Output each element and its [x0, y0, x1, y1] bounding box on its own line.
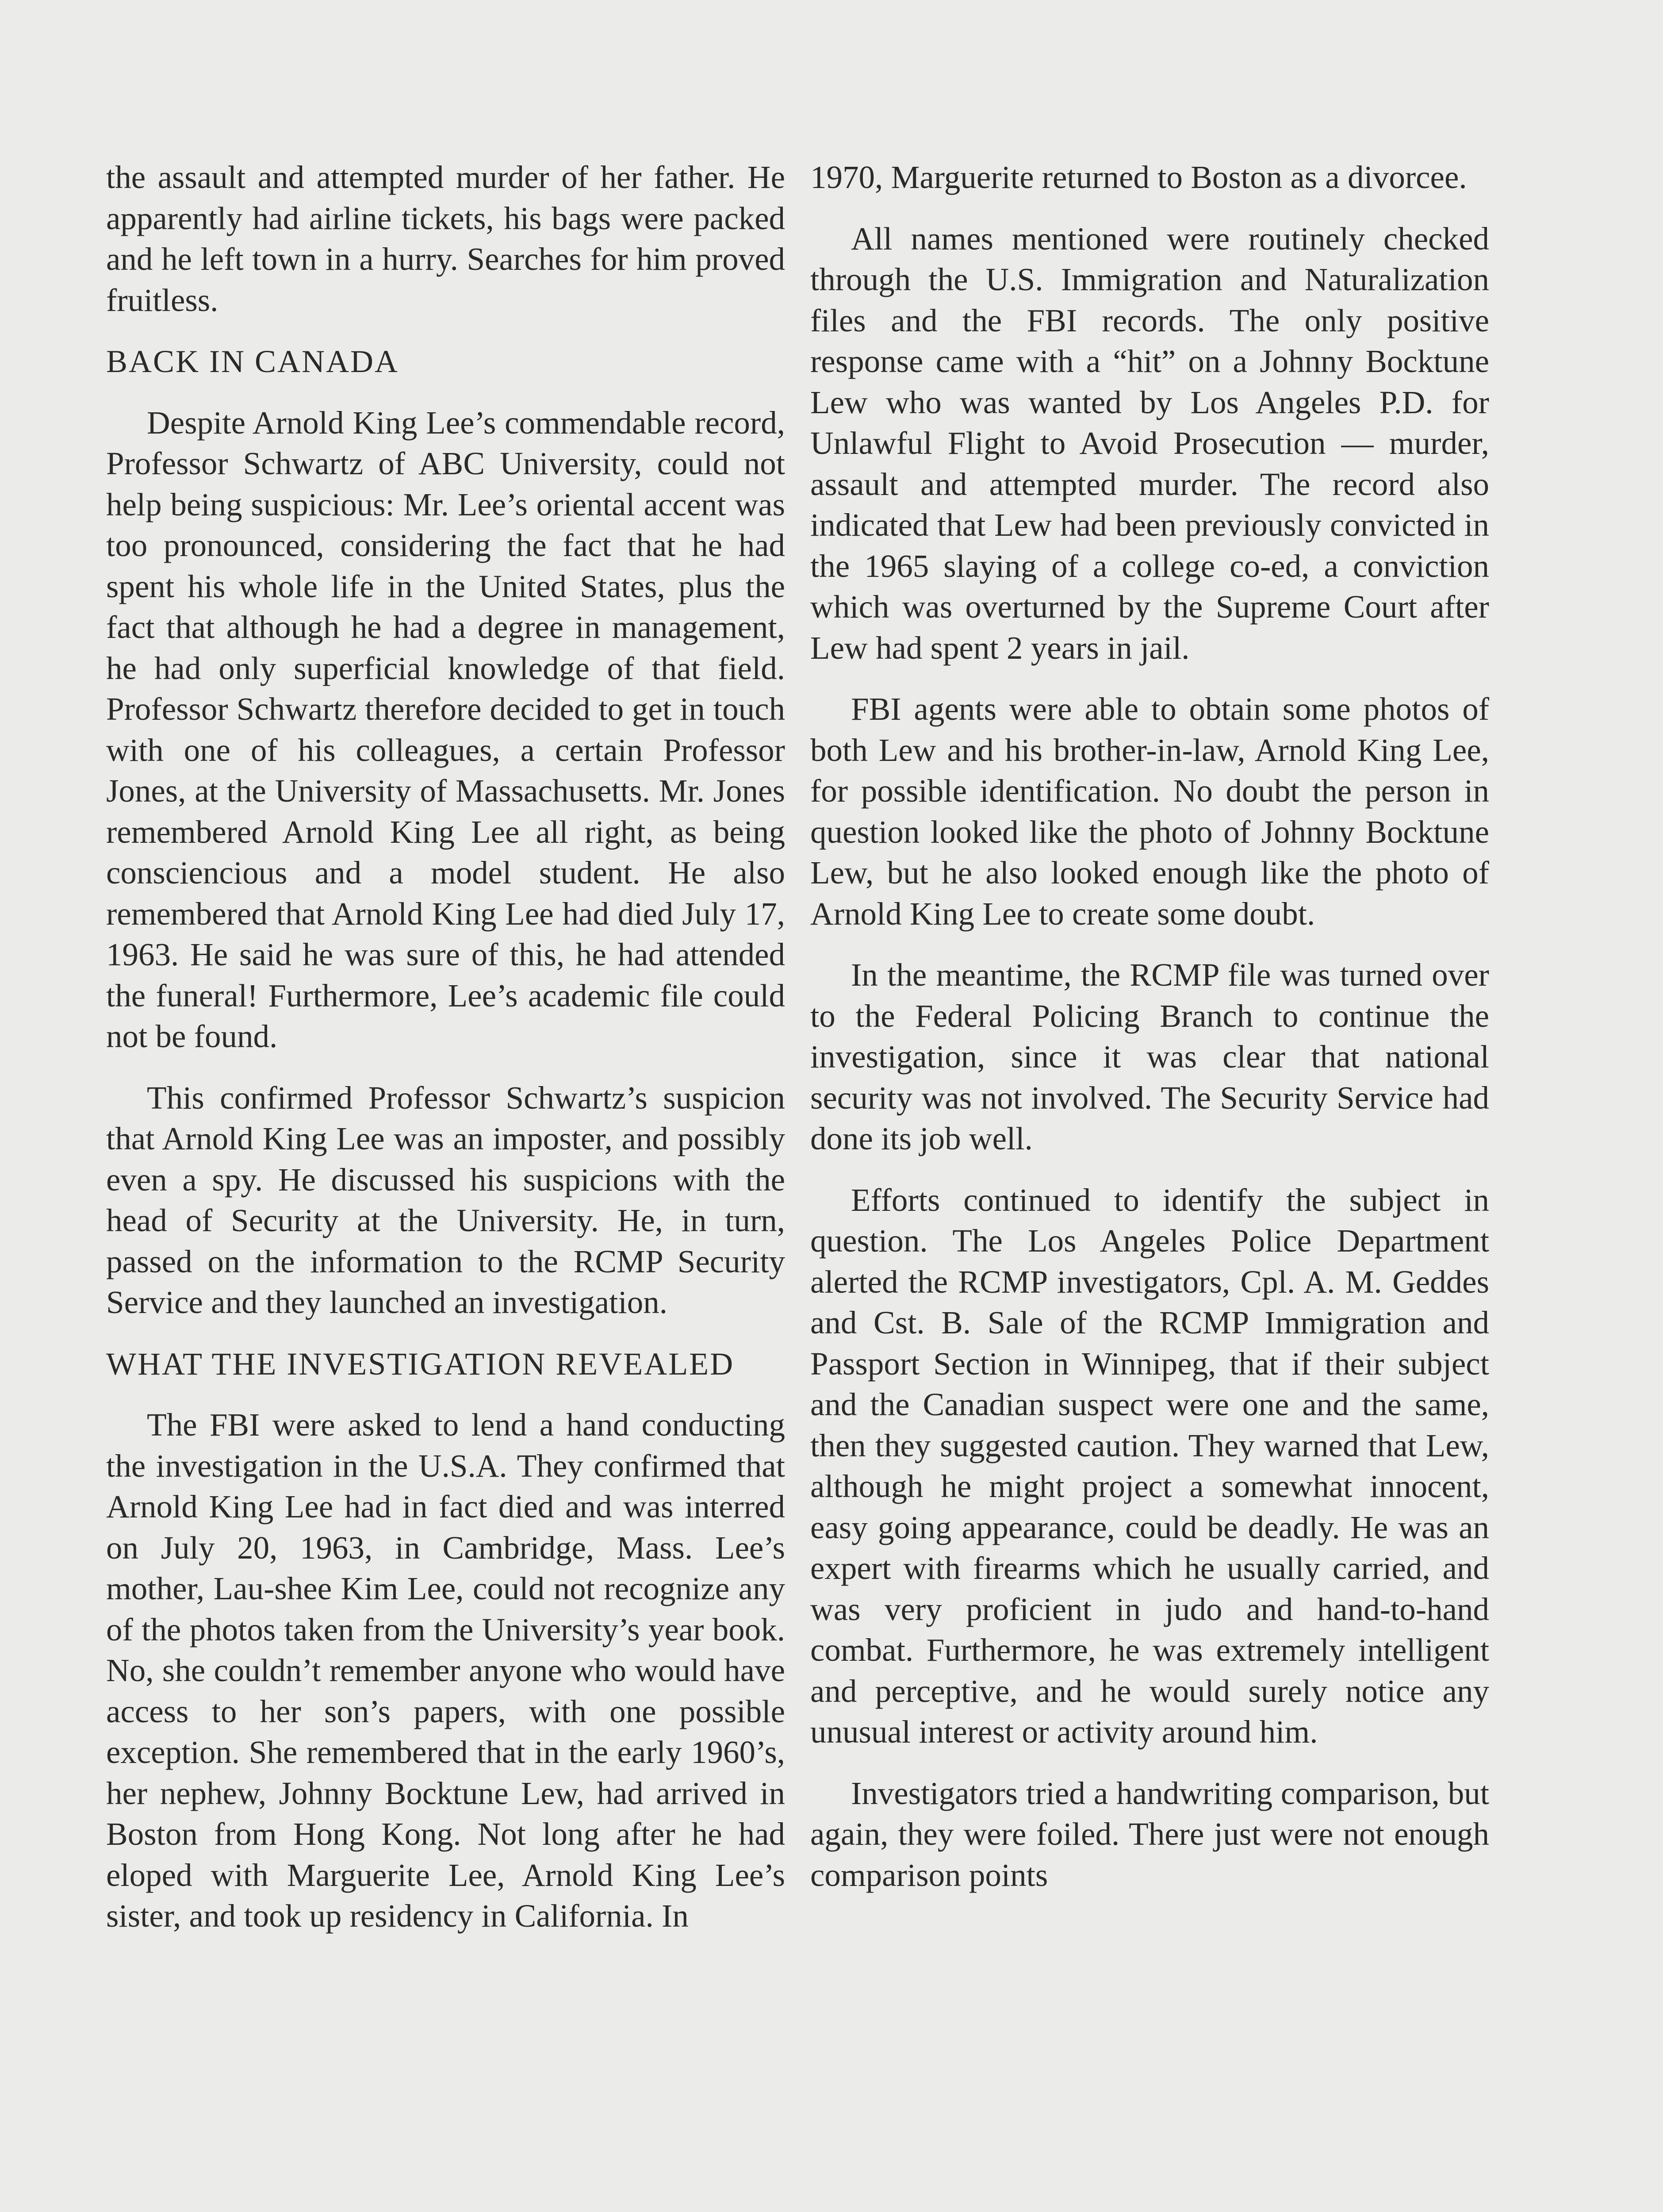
paragraph-fbi-assist: The FBI were asked to lend a hand conducting the investigation in the U.S.A. They confirmed that Arnold King Lee had in fact died and was interred on July 20, 1963, in Cambridge, Mass. Lee’s mother, Lau-shee Kim Lee, could not recognize any of the photos taken from the University’s year book. No, she couldn’t remember anyone who would have access to her son’s papers, with one possible exception. She remembered that in the early 1960’s, her nephew, Johnny Bocktune Lew, had arrived in Boston from Hong Kong. Not long after he had eloped with Marguerite Lee, Arnold King Lee’s sister, and took up residency in California. In — [106, 1407, 785, 1934]
paragraph-continuation: the assault and attempted murder of her father. He apparently had airline tickets, his bags were packed and he left town in a hurry. Searches for him proved fruitless. — [106, 159, 785, 318]
paragraph-caution-warning: Efforts continued to identify the subject in question. The Los Angeles Police Department alerted the RCMP investigators, Cpl. A. M. Geddes and Cst. B. Sale of the RCMP Immigration and Passport Section in Winnipeg, that if their subject and the Canadian suspect were one and the same, then they suggested caution. They warned that Lew, although he might project a somewhat innocent, easy going appearance, could be deadly. He was an expert with firearms which he usually carried, and was very proficient in judo and hand-to-hand combat. Furthermore, he was extremely intelligent and perceptive, and he would surely notice any unusual interest or activity around him. — [810, 1182, 1489, 1750]
left-column — [106, 157, 785, 1937]
paragraph-suspicion-confirmed: This confirmed Professor Schwartz’s suspicion that Arnold King Lee was an imposter, and possibly even a spy. He discussed his suspicions with the head of Security at the University. He, in turn, passed on the information to the RCMP Security Service and they launched an investigation. — [106, 1079, 785, 1320]
paragraph-divorcee: 1970, Marguerite returned to Boston as a divorcee. — [810, 159, 1467, 195]
paragraph-handwriting: Investigators tried a handwriting comparison, but again, they were foiled. There just were not enough comparison points — [810, 1775, 1489, 1893]
paragraph-file-turned-over: In the meantime, the RCMP file was turned over to the Federal Policing Branch to continue the investigation, since it was clear that national security was not involved. The Security Service had done its job well. — [810, 957, 1489, 1156]
paragraph-fbi-photos: FBI agents were able to obtain some photos of both Lew and his brother-in-law, Arnold King Lee, for possible identification. No doubt the person in question looked like the photo of Johnny Bocktune Lew, but he also looked enough like the photo of Arnold King Lee to create some doubt. — [810, 691, 1489, 932]
section-heading-back-in-canada: BACK IN CANADA — [106, 344, 399, 379]
right-column — [810, 157, 1489, 1896]
paragraph-records-check: All names mentioned were routinely checked through the U.S. Immigration and Naturalization files and the FBI records. The only positive response came with a “hit” on a Johnny Bocktune Lew who was wanted by Los Angeles P.D. for Unlawful Flight to Avoid Prosecution — murder, assault and attempted murder. The record also indicated that Lew had been previously convicted in the 1965 slaying of a college co-ed, a conviction which was overturned by the Supreme Court after Lew had spent 2 years in jail. — [810, 220, 1489, 666]
section-heading-investigation: WHAT THE INVESTIGATION REVEALED — [106, 1346, 735, 1382]
paragraph-professor-schwartz: Despite Arnold King Lee’s commendable record, Professor Schwartz of ABC University, could not help being suspicious: Mr. Lee’s oriental accent was too pronounced, considering the fact that he had spent his whole life in the United States, plus the fact that although he had a degree in management, he had only superficial knowledge of that field. Professor Schwartz therefore decided to get in touch with one of his colleagues, a certain Professor Jones, at the University of Massachusetts. Mr. Jones remembered Arnold King Lee all right, as being consciencious and a model student. He also remembered that Arnold King Lee had died July 17, 1963. He said he was sure of this, he had attended the funeral! Furthermore, Lee’s academic file could not be found. — [106, 404, 785, 1054]
